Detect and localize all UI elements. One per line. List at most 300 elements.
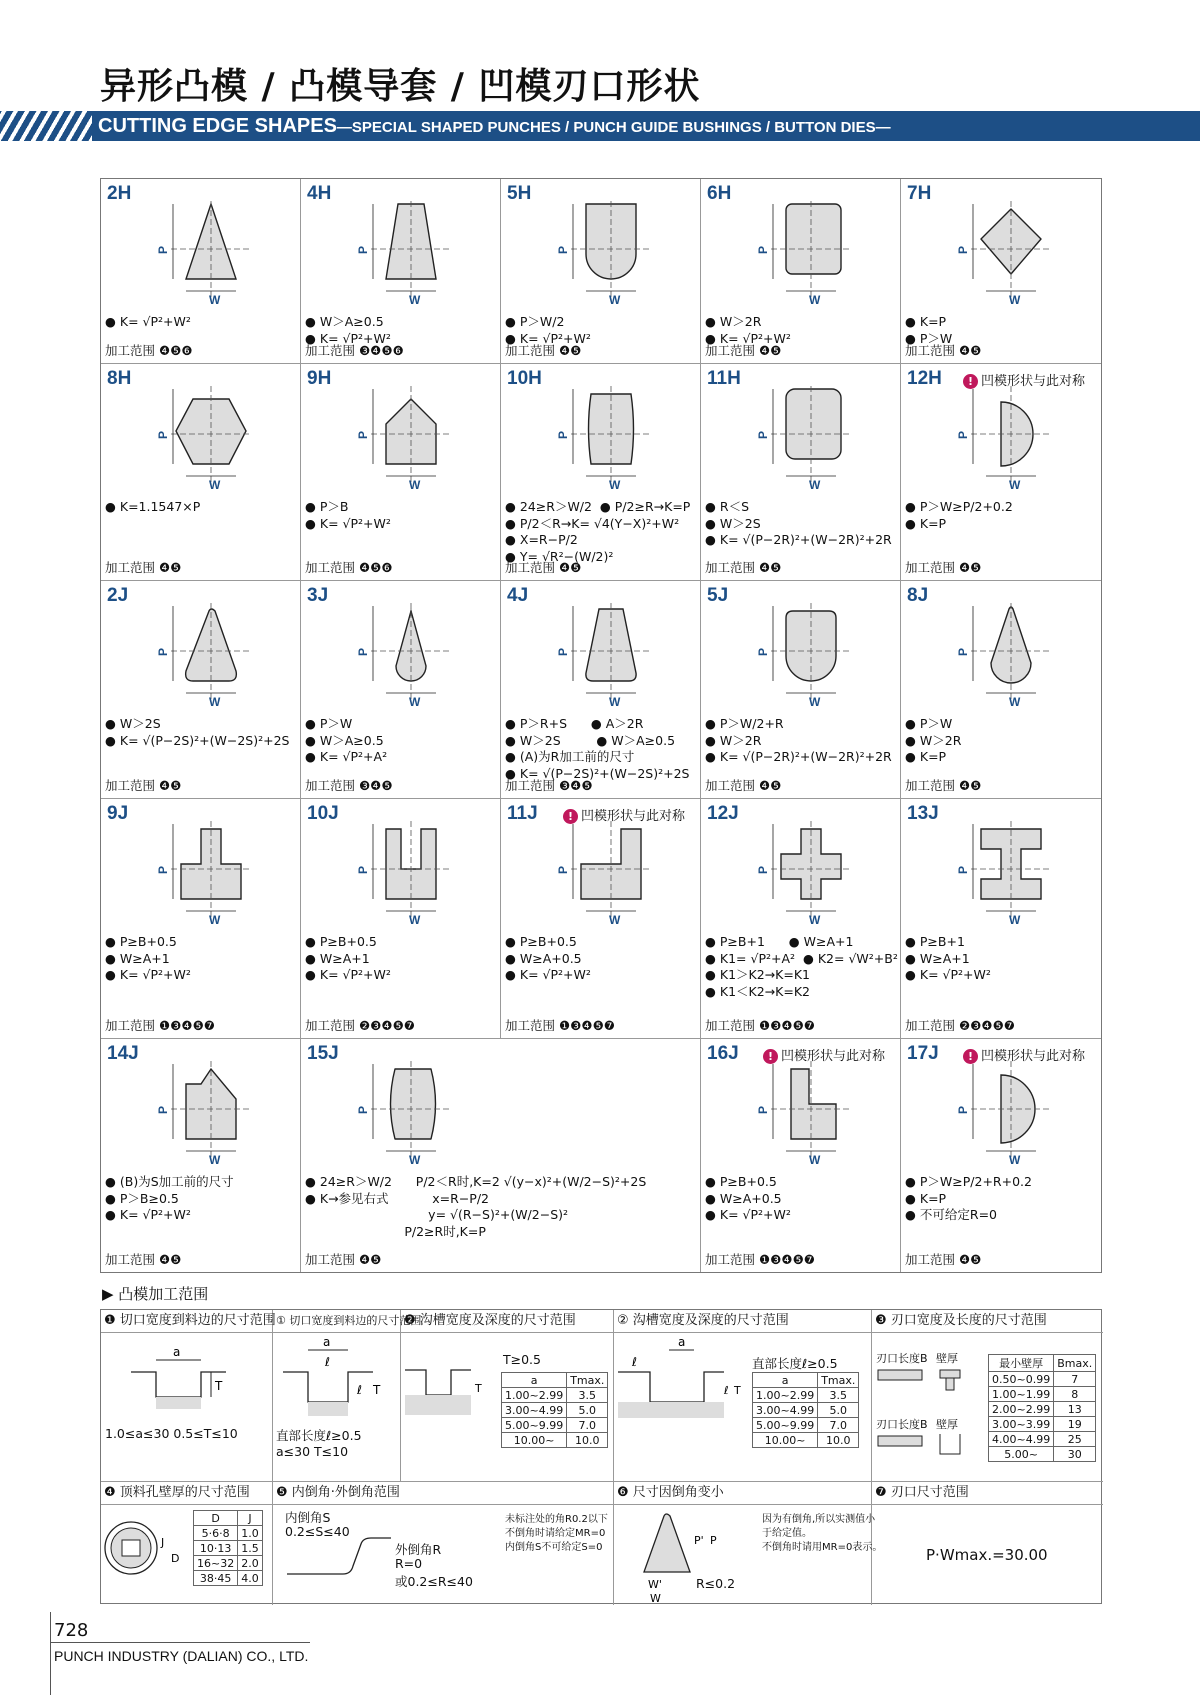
table-cell: 3.00~3.99 <box>989 1417 1054 1432</box>
processing-range: 加工范围 ❶❸❹❺❼ <box>105 1018 216 1033</box>
table-cell: 1.0 <box>238 1526 263 1541</box>
condition-line: ● K= √P²+W² <box>705 1207 791 1222</box>
svg-text:W: W <box>609 478 621 492</box>
shape-cell-11j <box>501 799 701 1039</box>
processing-range: 加工范围 ❹❺ <box>105 778 182 793</box>
shape-cell-8j <box>901 581 1101 799</box>
range-4-table <box>193 1510 263 1586</box>
page-number: 728 <box>54 1620 89 1641</box>
range-7-header: ❼ 刃口尺寸范围 <box>872 1482 1103 1505</box>
svg-text:W: W <box>209 695 221 709</box>
condition-line: ● P＞W/2 <box>505 314 565 329</box>
svg-text:P: P <box>156 1105 170 1114</box>
svg-text:P: P <box>756 245 770 254</box>
range-1-diagram <box>101 1332 273 1482</box>
svg-text:ℓ: ℓ <box>724 1384 729 1397</box>
svg-text:T: T <box>215 1379 223 1393</box>
svg-text:W: W <box>809 293 821 307</box>
alert-icon: ! <box>963 374 978 389</box>
conditions <box>105 1174 301 1224</box>
footer-horizontal-rule <box>50 1642 310 1643</box>
table-cell: 19 <box>1054 1417 1096 1432</box>
table-row <box>502 1433 608 1448</box>
range-1b-text2: a≤30 T≤10 <box>276 1444 349 1459</box>
svg-text:P: P <box>556 865 570 874</box>
table-cell: 10·13 <box>194 1541 238 1556</box>
shape-diagram <box>501 364 701 499</box>
table-cell: D <box>194 1511 238 1526</box>
condition-line: ● 24≥R＞W/2 ● P/2≥R→K=P <box>505 499 691 514</box>
symmetry-note-text: 凹模形状与此对称 <box>781 1049 886 1064</box>
table-cell: 5·6·8 <box>194 1526 238 1541</box>
processing-range: 加工范围 ❹❺ <box>705 560 782 575</box>
shape-label: 12H <box>907 368 942 389</box>
table-cell: 4.0 <box>238 1571 263 1586</box>
conditions <box>305 1174 695 1240</box>
alert-icon: ! <box>963 1049 978 1064</box>
condition-line: ● Y= √R²−(W/2)² <box>505 548 614 564</box>
conditions <box>505 934 701 984</box>
conditions <box>705 934 901 1000</box>
condition-line: ● W＞A≥0.5 <box>305 732 384 748</box>
shape-diagram <box>701 364 901 499</box>
range-1 <box>101 1310 276 1482</box>
condition-line: ● K=P <box>905 515 947 531</box>
condition-line: ● R＜S <box>705 499 750 514</box>
range-1b-text1: 直部长度ℓ≥0.5 <box>276 1428 362 1443</box>
svg-text:W: W <box>1009 913 1021 927</box>
processing-range: 加工范围 ❶❸❹❺❼ <box>705 1252 816 1267</box>
svg-text:P: P <box>156 647 170 656</box>
shape-cell-11h <box>701 364 901 581</box>
processing-range-title: ▶ 凸模加工范围 <box>102 1285 209 1303</box>
shape-cell-17j <box>901 1039 1101 1272</box>
shape-cell-8h <box>101 364 301 581</box>
condition-line: ● W≥A+0.5 <box>705 1190 782 1206</box>
svg-text:P: P <box>356 430 370 439</box>
svg-text:T: T <box>734 1384 741 1397</box>
condition-line: ● K= √P²+W² <box>505 330 591 346</box>
range-6-note-1: 因为有倒角,所以实测值小 <box>762 1514 876 1525</box>
condition-line: ● K= √(P−2S)²+(W−2S)²+2S <box>505 765 690 781</box>
range-2-tcond: T≥0.5 <box>503 1352 541 1367</box>
range-2-diagram <box>401 1340 501 1440</box>
table-header-row <box>989 1355 1096 1372</box>
shape-diagram <box>301 581 501 716</box>
table-row <box>502 1388 608 1403</box>
shape-label: 14J <box>107 1043 139 1064</box>
shape-cell-10h <box>501 364 701 581</box>
shape-label: 16J <box>707 1043 739 1064</box>
table-cell: 5.00~9.99 <box>502 1418 567 1433</box>
table-cell: 4.00~4.99 <box>989 1432 1054 1447</box>
shape-diagram <box>301 1039 501 1174</box>
svg-text:P: P <box>556 245 570 254</box>
range-2-table <box>501 1372 608 1448</box>
table-cell: 3.5 <box>818 1388 859 1403</box>
condition-line: ● W＞2S <box>105 716 161 731</box>
conditions <box>705 716 901 766</box>
range-2b-cond: 直部长度ℓ≥0.5 <box>752 1356 838 1371</box>
condition-line: ● P≥B+1 <box>905 934 965 949</box>
range-3-label-2: 壁厚 <box>936 1352 958 1365</box>
range-3-label-1: 刃口长度B <box>876 1352 928 1365</box>
conditions <box>105 499 301 516</box>
table-row <box>194 1556 263 1571</box>
condition-line: ● P＞W <box>305 716 353 731</box>
condition-line: ● W＞2S <box>705 515 761 531</box>
svg-text:P: P <box>156 430 170 439</box>
shape-cell-3j <box>301 581 501 799</box>
table-cell: 16~32 <box>194 1556 238 1571</box>
range-5-note-3: 内倒角S不可给定S=0 <box>505 1542 603 1553</box>
processing-range: 加工范围 ❸❹❺❻ <box>305 343 404 358</box>
condition-line: ● P＞W <box>905 330 953 346</box>
shape-diagram <box>701 799 901 934</box>
condition-line: ● K= √P²+W² <box>305 515 391 531</box>
table-cell: 5.00~9.99 <box>753 1418 818 1433</box>
table-cell: 7 <box>1054 1372 1096 1387</box>
condition-line: ● K= √P²+W² <box>705 330 791 346</box>
svg-text:W: W <box>809 695 821 709</box>
shape-diagram <box>101 179 301 314</box>
table-cell: 3.00~4.99 <box>502 1403 567 1418</box>
shape-diagram <box>301 179 501 314</box>
condition-line: ● K= √P²+W² <box>305 330 391 346</box>
svg-text:W: W <box>809 478 821 492</box>
condition-line: ● K= √P²+W² <box>105 314 191 329</box>
svg-text:T: T <box>373 1383 381 1397</box>
conditions <box>305 716 501 766</box>
condition-line: ● K=1.1547×P <box>105 499 201 514</box>
shape-diagram <box>901 179 1101 314</box>
table-cell: 3.00~4.99 <box>753 1403 818 1418</box>
conditions <box>105 716 301 749</box>
condition-line: ● P≥B+0.5 <box>505 934 577 949</box>
table-cell: Tmax. <box>818 1373 859 1388</box>
condition-line: ● K1＞K2→K=K1 <box>705 967 810 982</box>
range-6-note-2: 于给定值。 <box>762 1528 812 1539</box>
table-cell: 1.00~2.99 <box>502 1388 567 1403</box>
conditions <box>905 499 1101 532</box>
shape-diagram <box>501 581 701 716</box>
processing-range: 加工范围 ❹❺ <box>705 343 782 358</box>
table-cell: Tmax. <box>567 1373 608 1388</box>
condition-line: ● P＞W <box>905 716 953 731</box>
range-5-outer-label: 外倒角R <box>395 1542 442 1557</box>
svg-text:W: W <box>209 478 221 492</box>
banner-title: CUTTING EDGE SHAPES <box>98 115 337 137</box>
table-cell: 最小壁厚 <box>989 1355 1054 1372</box>
range-6 <box>614 1482 883 1605</box>
condition-line: ● P＞B≥0.5 <box>105 1190 179 1206</box>
processing-range: 加工范围 ❹❺ <box>905 560 982 575</box>
table-row <box>502 1418 608 1433</box>
condition-line: ● 不可给定R=0 <box>905 1207 997 1222</box>
table-cell: 5.00~ <box>989 1447 1054 1462</box>
condition-line: ● K→参见右式 x=R−P/2 <box>305 1190 489 1206</box>
svg-text:T: T <box>475 1382 482 1395</box>
range-5-note-1: 未标注处的角R0.2以下 <box>505 1514 608 1525</box>
condition-line: ● P＞W≥P/2+R+0.2 <box>905 1174 1032 1189</box>
processing-range: 加工范围 ❹❺ <box>105 1252 182 1267</box>
processing-range: 加工范围 ❸❹❺ <box>305 778 393 793</box>
conditions <box>905 716 1101 766</box>
conditions <box>705 1174 901 1224</box>
table-cell: 10.00~ <box>502 1433 567 1448</box>
svg-text:a: a <box>173 1345 181 1359</box>
shape-diagram <box>101 1039 301 1174</box>
svg-text:P: P <box>156 865 170 874</box>
svg-text:W: W <box>409 293 421 307</box>
condition-line: ● K= √(P−2R)²+(W−2R)²+2R <box>705 749 892 764</box>
shape-diagram <box>901 364 1101 499</box>
table-cell: a <box>753 1373 818 1388</box>
conditions <box>505 499 701 565</box>
shape-label: 11J <box>507 803 538 824</box>
condition-line: ● P≥B+0.5 <box>705 1174 777 1189</box>
range-5-inner-range: 0.2≤S≤40 <box>285 1524 350 1539</box>
range-1b <box>273 1310 422 1482</box>
shape-diagram <box>901 799 1101 934</box>
table-cell: 38·45 <box>194 1571 238 1586</box>
svg-text:W: W <box>209 1153 221 1167</box>
table-row <box>989 1447 1096 1462</box>
range-4-diagram <box>101 1508 191 1598</box>
condition-line: ● W≥A+1 <box>305 950 370 966</box>
svg-text:W: W <box>409 913 421 927</box>
svg-text:W: W <box>1009 478 1021 492</box>
svg-text:W: W <box>809 913 821 927</box>
condition-line: ● P＞W≥P/2+0.2 <box>905 499 1013 514</box>
range-2 <box>401 1310 614 1482</box>
svg-text:W': W' <box>648 1578 662 1591</box>
condition-line: ● K= √(P−2S)²+(W−2S)²+2S <box>105 732 290 748</box>
svg-text:P: P <box>156 245 170 254</box>
range-7 <box>872 1482 1103 1605</box>
range-6-note-3: 不倒角时请用MR=0表示。 <box>762 1542 883 1553</box>
svg-text:P: P <box>956 647 970 656</box>
shape-cell-12h <box>901 364 1101 581</box>
condition-line: ● W≥A+1 <box>105 950 170 966</box>
svg-text:P: P <box>756 430 770 439</box>
condition-line: ● W＞2R <box>705 314 762 329</box>
range-3-header: ❸ 刃口宽度及长度的尺寸范围 <box>872 1310 1103 1333</box>
svg-text:W: W <box>609 293 621 307</box>
symmetry-note-text: 凹模形状与此对称 <box>581 809 686 824</box>
table-row <box>989 1372 1096 1387</box>
svg-text:W: W <box>409 695 421 709</box>
condition-line: ● K=P <box>905 314 947 329</box>
table-cell: 5.0 <box>567 1403 608 1418</box>
table-cell: 7.0 <box>818 1418 859 1433</box>
condition-line: ● P≥B+0.5 <box>305 934 377 949</box>
svg-text:P: P <box>710 1534 717 1547</box>
shape-cell-13j <box>901 799 1101 1039</box>
conditions <box>105 314 301 331</box>
processing-range: 加工范围 ❹❺ <box>905 778 982 793</box>
range-5 <box>273 1482 614 1605</box>
shape-cell-4h <box>301 179 501 364</box>
condition-line: ● W＞2S ● W＞A≥0.5 <box>505 732 676 748</box>
condition-line: ● P＞B <box>305 499 349 514</box>
table-row <box>753 1403 859 1418</box>
range-1b-diagram <box>273 1332 401 1482</box>
conditions <box>105 934 301 984</box>
condition-line: y= √(R−S)²+(W/2−S)² <box>305 1207 569 1222</box>
svg-text:a: a <box>323 1335 331 1349</box>
svg-text:P: P <box>556 647 570 656</box>
shape-label: 12J <box>707 803 739 824</box>
svg-text:W: W <box>209 913 221 927</box>
table-cell: 13 <box>1054 1402 1096 1417</box>
processing-range: 加工范围 ❷❸❹❺❼ <box>905 1018 1016 1033</box>
footer-vertical-rule <box>50 1612 51 1695</box>
condition-line: ● K= √(P−2R)²+(W−2R)²+2R <box>705 532 892 547</box>
range-5-note-2: 不倒角时请给定MR=0 <box>505 1528 606 1539</box>
range-1-text: 1.0≤a≤30 0.5≤T≤10 <box>105 1426 238 1441</box>
alert-icon: ! <box>763 1049 778 1064</box>
table-row <box>989 1387 1096 1402</box>
processing-range: 加工范围 ❶❸❹❺❼ <box>505 1018 616 1033</box>
range-5-header: ❺ 内倒角·外倒角范围 <box>273 1482 613 1505</box>
table-header-row <box>502 1373 608 1388</box>
svg-text:P': P' <box>694 1534 704 1547</box>
condition-line: ● W≥A+1 <box>905 950 970 966</box>
shape-cell-15j <box>301 1039 701 1272</box>
processing-range: 加工范围 ❹❺❻ <box>305 560 393 575</box>
table-row <box>194 1526 263 1541</box>
alert-icon: ! <box>563 809 578 824</box>
svg-text:ℓ: ℓ <box>325 1355 330 1369</box>
shape-label: 17J <box>907 1043 939 1064</box>
shape-cell-12j <box>701 799 901 1039</box>
shape-cell-2h <box>101 179 301 364</box>
svg-text:J: J <box>161 1536 165 1549</box>
table-row <box>989 1432 1096 1447</box>
shape-diagram <box>901 581 1101 716</box>
svg-text:P: P <box>356 245 370 254</box>
svg-text:P: P <box>756 647 770 656</box>
condition-line: ● W＞2R <box>705 732 762 748</box>
shape-diagram <box>701 179 901 314</box>
svg-text:W: W <box>650 1592 661 1605</box>
svg-text:P: P <box>956 865 970 874</box>
conditions <box>505 716 701 782</box>
shape-cell-9h <box>301 364 501 581</box>
table-cell: 30 <box>1054 1447 1096 1462</box>
shape-diagram <box>901 1039 1101 1174</box>
shape-cell-9j <box>101 799 301 1039</box>
shape-diagram <box>501 799 701 934</box>
range-4 <box>101 1482 273 1605</box>
svg-text:W: W <box>1009 1153 1021 1167</box>
shape-label: 4H <box>307 183 332 204</box>
processing-range: 加工范围 ❹❺ <box>905 1252 982 1267</box>
range-3-diagram <box>872 1332 982 1482</box>
table-cell: 7.0 <box>567 1418 608 1433</box>
table-cell: 1.5 <box>238 1541 263 1556</box>
shape-label: 8H <box>107 368 132 389</box>
processing-range: 加工范围 ❹❺ <box>305 1252 382 1267</box>
table-header-row <box>194 1511 263 1526</box>
svg-text:P: P <box>756 865 770 874</box>
conditions <box>705 499 901 549</box>
table-cell: 1.00~1.99 <box>989 1387 1054 1402</box>
processing-range: 加工范围 ❹❺ <box>505 560 582 575</box>
shape-label: 15J <box>307 1043 339 1064</box>
range-2b-header: ② 沟槽宽度及深度的尺寸范围 <box>614 1310 871 1333</box>
condition-line: ● (A)为R加工前的尺寸 <box>505 749 635 764</box>
condition-line: ● K=P <box>905 749 947 764</box>
company-name: PUNCH INDUSTRY (DALIAN) CO., LTD. <box>54 1648 309 1664</box>
svg-text:W: W <box>1009 695 1021 709</box>
condition-line: ● K= √P²+W² <box>505 967 591 982</box>
shape-label: 4J <box>507 585 529 606</box>
svg-text:P: P <box>356 865 370 874</box>
range-5-inner-label: 内倒角S <box>285 1510 331 1525</box>
range-5-outer-range: 或0.2≤R≤40 <box>395 1574 473 1589</box>
range-2b-table <box>752 1372 859 1448</box>
condition-line: ● P＞W/2+R <box>705 716 784 731</box>
table-row <box>194 1571 263 1586</box>
svg-text:D: D <box>171 1552 180 1565</box>
shape-label: 7H <box>907 183 932 204</box>
condition-line: ● P＞R+S ● A＞2R <box>505 716 644 731</box>
shape-label: 11H <box>707 368 741 389</box>
shape-label: 9J <box>107 803 129 824</box>
condition-line: ● W≥A+0.5 <box>505 950 582 966</box>
conditions <box>905 934 1101 984</box>
range-6-header: ❻ 尺寸因倒角变小 <box>614 1482 871 1505</box>
section-banner <box>0 111 1200 141</box>
svg-text:W: W <box>1009 293 1021 307</box>
shape-label: 8J <box>907 585 929 606</box>
range-2-header: ❷ 沟槽宽度及深度的尺寸范围 <box>401 1310 613 1333</box>
svg-text:W: W <box>609 695 621 709</box>
processing-range: 加工范围 ❷❸❹❺❼ <box>305 1018 416 1033</box>
svg-text:W: W <box>409 1153 421 1167</box>
condition-line: ● W＞2R <box>905 732 962 748</box>
svg-text:P: P <box>756 1105 770 1114</box>
range-2b <box>614 1310 872 1482</box>
conditions <box>305 499 501 532</box>
page-title: 异形凸模 / 凸模导套 / 凹模刃口形状 <box>100 66 701 107</box>
processing-range: 加工范围 ❶❸❹❺❼ <box>705 1018 816 1033</box>
range-3-label-4: 壁厚 <box>936 1418 958 1431</box>
condition-line: ● K= √P²+W² <box>905 967 991 982</box>
shape-cell-14j <box>101 1039 301 1272</box>
shape-cell-7h <box>901 179 1101 364</box>
svg-text:P: P <box>356 647 370 656</box>
svg-text:P: P <box>356 1105 370 1114</box>
condition-line: P/2≥R时,K=P <box>305 1223 486 1239</box>
table-cell: 0.50~0.99 <box>989 1372 1054 1387</box>
condition-line: ● P≥B+0.5 <box>105 934 177 949</box>
banner-hatch <box>0 111 100 141</box>
svg-text:W: W <box>209 293 221 307</box>
range-1b-header: ① 切口宽度到料边的尺寸范围 <box>273 1310 400 1333</box>
shape-label: 10J <box>307 803 339 824</box>
condition-line: ● (B)为S加工前的尺寸 <box>105 1174 234 1189</box>
processing-range-table <box>100 1309 1102 1604</box>
table-cell: 10.0 <box>567 1433 608 1448</box>
symmetry-note-text: 凹模形状与此对称 <box>981 374 1086 389</box>
table-cell: 10.00~ <box>753 1433 818 1448</box>
table-cell: J <box>238 1511 263 1526</box>
shape-cell-2j <box>101 581 301 799</box>
svg-text:P: P <box>956 1105 970 1114</box>
